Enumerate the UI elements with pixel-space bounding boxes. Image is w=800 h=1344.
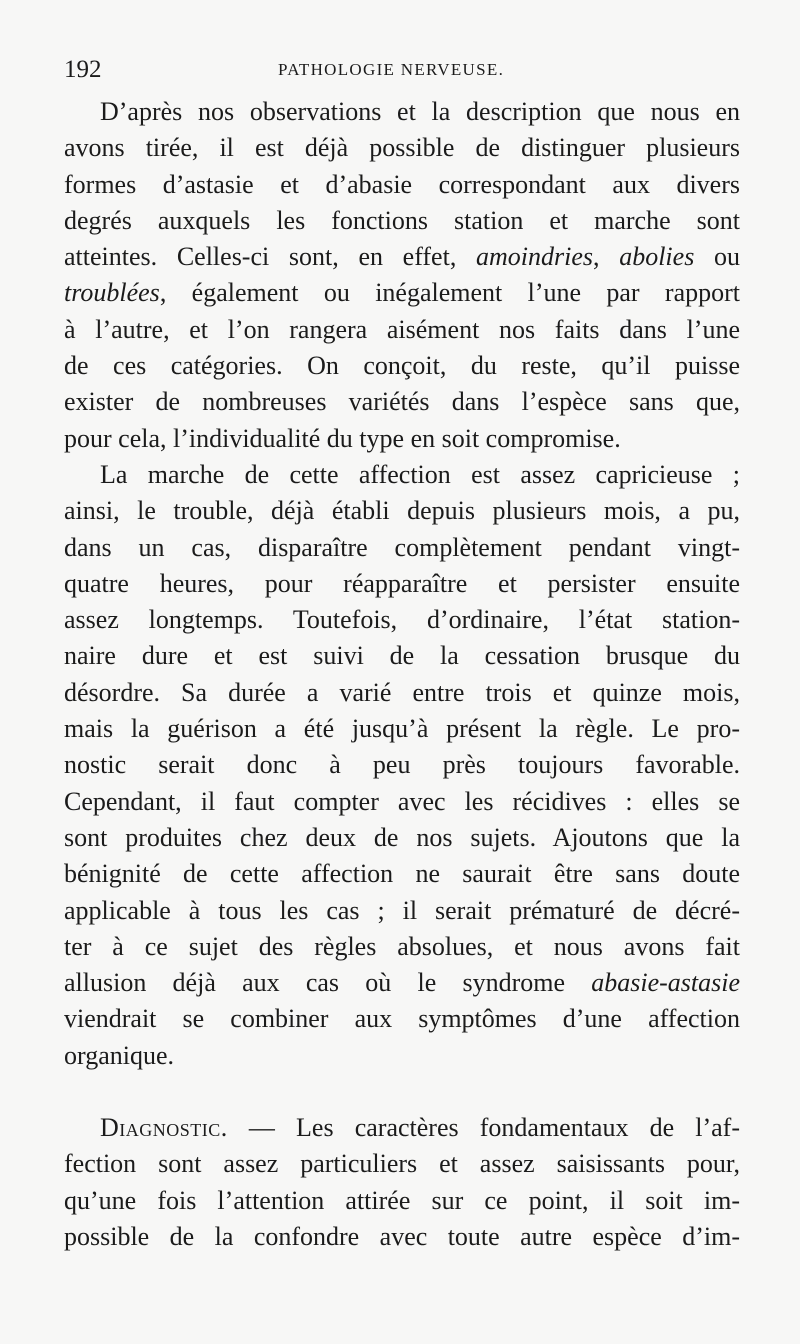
text-line: mais la guérison a été jusqu’à présent la règle. Le pro-	[64, 714, 740, 744]
text-line: bénignité de cette affection ne saurait être sans doute	[64, 859, 740, 889]
text-line: degrés auxquels les fonctions station et marche sont	[64, 205, 740, 235]
text-line: exister de nombreuses variétés dans l’espèce sans que,	[64, 387, 740, 417]
text-line	[64, 275, 740, 311]
text-line: applicable à tous les cas ; il serait prématuré de décré-	[64, 895, 740, 925]
text-line: Cependant, il faut compter avec les récidives : elles se	[64, 786, 740, 816]
italic-term: abolies	[619, 242, 695, 272]
running-header	[64, 56, 736, 86]
text-line: naire dure et est suivi de la cessation brusque du	[64, 641, 740, 671]
text-line: possible de la confondre avec toute autre espèce d’im-	[64, 1221, 740, 1251]
text-line: qu’une fois l’attention attirée sur ce point, il soit im-	[64, 1185, 740, 1215]
page-number: 192	[64, 56, 102, 83]
text-line: avons tirée, il est déjà possible de distinguer plusieurs	[64, 133, 740, 163]
text-line: assez longtemps. Toutefois, d’ordinaire, l’état station-	[64, 605, 740, 635]
text-line: nostic serait donc à peu près toujours favorable.	[64, 750, 740, 780]
text-line: pour cela, l’individualité du type en soit compromise.	[64, 423, 621, 453]
text-run: — Les caractères fondamentaux de l’af-	[248, 1113, 741, 1143]
text-line	[64, 1110, 740, 1146]
paragraph-spacer	[64, 1074, 740, 1110]
text-line: sont produites chez deux de nos sujets. Ajoutons que la	[64, 822, 740, 852]
text-line: à l’autre, et l’on rangera aisément nos faits dans l’une	[64, 314, 740, 344]
text-line: formes d’astasie et d’abasie correspondant aux divers	[64, 169, 740, 199]
text-line: ter à ce sujet des règles absolues, et nous avons fait	[64, 931, 740, 961]
italic-term: amoindries	[476, 242, 594, 272]
text-line: fection sont assez particuliers et assez saisissants pour,	[64, 1149, 740, 1179]
text-run: ,	[593, 242, 600, 272]
running-title: PATHOLOGIE NERVEUSE.	[278, 60, 505, 79]
section-heading: Diagnostic.	[100, 1113, 228, 1143]
text-run: , également ou inégalement l’une par rapport	[159, 278, 740, 308]
text-line: de ces catégories. On conçoit, du reste, qu’il puisse	[64, 351, 740, 381]
text-run: ou	[714, 242, 740, 272]
text-line: dans un cas, disparaître complètement pendant vingt-	[64, 532, 740, 562]
text-run: atteintes. Celles-ci sont, en effet,	[64, 242, 457, 272]
text-run: allusion déjà aux cas où le syndrome	[64, 968, 566, 998]
text-line: D’après nos observations et la description que nous en	[100, 97, 740, 126]
text-line: désordre. Sa durée a varié entre trois et quinze mois,	[64, 677, 740, 707]
text-line	[64, 965, 740, 1001]
text-line: viendrait se combiner aux symptômes d’une affection	[64, 1004, 740, 1034]
paragraph-diagnostic	[64, 1110, 740, 1255]
italic-term: abasie-astasie	[591, 968, 741, 998]
text-line: organique.	[64, 1040, 174, 1070]
italic-term: troublées	[64, 278, 160, 308]
body-text	[64, 94, 740, 1255]
text-line: La marche de cette affection est assez capricieuse ;	[100, 459, 740, 489]
text-line	[64, 239, 740, 275]
text-line: quatre heures, pour réapparaître et persister ensuite	[64, 568, 740, 598]
text-line: ainsi, le trouble, déjà établi depuis plusieurs mois, a pu,	[64, 496, 740, 526]
paragraph-course-prognosis	[64, 457, 740, 1074]
paragraph-course-forms	[64, 94, 740, 457]
